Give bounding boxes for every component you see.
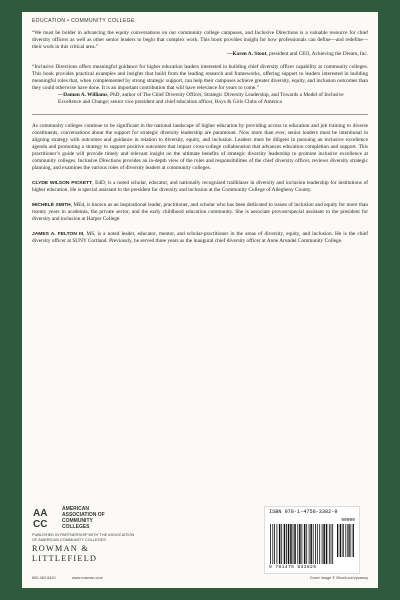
cover-image-credit: Cover image © iStock.com/prawny	[309, 576, 368, 580]
publisher-logo	[32, 544, 97, 563]
author-bio-text-2: , MEd, is known as an inspirational leader, practitioner, and scholar who has been dedicated to issues of inclusion and equity for more than twenty years in academia, the private sector, and the early childhood education community. She is associate provost/special assistant to the president for diversity and inclusion at Harper College.	[32, 202, 368, 222]
quote-2-author: —Damon A. Williams	[58, 92, 108, 98]
barcode-bar	[286, 524, 287, 564]
author-name-2: MICHELÉ SMITH	[32, 203, 71, 208]
quote-2-author-title: , PhD, author of The Chief Diversity Officer, Strategic Diversity Leadership, and Towards a Model of Inclusive Excellence and Change; senior vice president and chief education officer, Boys & Girls Clubs of America	[58, 92, 344, 105]
barcode-bar	[270, 524, 271, 564]
price-barcode-bar	[351, 524, 352, 557]
book-description: As community colleges continue to be significant in the national landscape of higher education by providing access to education and job training to diverse constituents, conversations about the support for strategic diversity leadership are paramount. Now more than ever, senior leaders must be intentional in aligning strategy with outcomes and guidance in relation to diversity, equity, and inclusion. Leaders must be diligent in pursuing an inclusive excellence agenda and promoting a strategy to support positive outcomes that impact cross-college collaboration that advances education completion and support. This practitioner’s guide will provide timely and relevant insight on the ultimate benefits of strategic diversity leadership to promote inclusive excellence at community colleges. Inclusive Directions provides an in-depth view of the roles and responsibilities of the chief diversity officer, reviews diversity strategic planning, and examines the various roles of diversity leaders at community colleges.	[32, 123, 368, 171]
barcode-bar	[322, 524, 323, 564]
quote-1-author-title: , president and CEO, Achieving the Dream, Inc.	[266, 51, 368, 57]
barcode-bar	[329, 524, 330, 564]
barcode-bar	[309, 524, 310, 564]
price-barcode-bar	[337, 524, 338, 557]
barcode-bar	[306, 524, 307, 564]
barcode-bar	[281, 524, 282, 564]
barcode-bar	[313, 524, 314, 564]
price-barcode-bar	[345, 524, 346, 557]
barcode-bar	[319, 524, 320, 564]
back-cover	[22, 12, 378, 588]
price-barcode-bar	[340, 524, 341, 557]
barcode-bar	[272, 524, 273, 564]
price-code: 90000	[341, 518, 355, 523]
barcode-bar	[302, 524, 303, 564]
author-bio-2	[32, 202, 368, 223]
price-barcode-bar	[347, 524, 348, 557]
barcode-bar	[331, 524, 332, 564]
price-barcode-bar	[348, 524, 349, 557]
barcode-bar	[326, 524, 328, 564]
aacc-name-line-4: COLLEGES	[62, 523, 90, 530]
barcode-bar	[315, 524, 316, 564]
partnership-note	[32, 532, 192, 542]
barcode-bar	[279, 524, 281, 564]
svg-text:AA: AA	[33, 508, 48, 519]
svg-text:CC: CC	[33, 519, 48, 528]
author-bio-text-1: , EdD, is a noted scholar, educator, and nationally recognized trailblazer in diversity and inclusion leadership for institutions of higher education. He is special assistant to the president for diversity and inclusion at the Community College of Allegheny County.	[32, 180, 368, 193]
aacc-logo-icon	[32, 506, 58, 528]
isbn-text: ISBN 978-1-4758-3382-9	[269, 509, 338, 515]
cover-footer-area	[32, 506, 368, 584]
author-name-3: JAMES A. FELTON III	[32, 232, 84, 237]
barcode-bar	[304, 524, 306, 564]
author-bio-text-3: , MS, is a noted leader, educator, mentor, and scholar-practitioner in the areas of diversity, equity, and inclusion. He is the chief diversity officer at SUNY Cortland. Previously, he served three years as the inaugural chief diversity officer at Anne Arundel Community College.	[32, 231, 368, 244]
barcode-bar	[332, 524, 333, 564]
partnership-note-line-2: OF AMERICAN COMMUNITY COLLEGES	[32, 537, 106, 543]
author-bio-1	[32, 180, 368, 194]
barcode-bar	[310, 524, 312, 564]
publisher-website[interactable]: www.rowman.com	[72, 576, 103, 580]
aacc-name-line-3: COMMUNITY	[62, 517, 93, 524]
barcode-bar	[317, 524, 318, 564]
barcode-bar	[274, 524, 275, 564]
divider	[32, 114, 368, 115]
quote-2: “Inclusive Directions offers meaningful guidance for higher education leaders interested in building chief diversity officer capability at community colleges. This book provides practical examples and insights that build from the leading research and frameworks, offering support to leaders interested in building meaningful roles that, when complemented by strong strategic support, can help their campuses achieve greater diversity, equity, and inclusion outcomes than they could otherwise have done. It is an important contribution that will have relevance for years to come.”	[32, 64, 368, 91]
ean-number: 9 781475 833829	[269, 565, 317, 570]
partnership-note-line-1: PUBLISHED IN PARTNERSHIP WITH THE ASSOCIATION	[32, 532, 135, 537]
publisher-line-2: LITTLEFIELD	[32, 553, 98, 563]
quote-1-attribution	[32, 51, 368, 58]
barcode-bar	[288, 524, 290, 564]
barcode-bar	[293, 524, 294, 564]
barcode-bar	[297, 524, 298, 564]
barcode-bars	[265, 507, 359, 573]
category-label: EDUCATION • COMMUNITY COLLEGE	[32, 18, 135, 24]
barcode-bar	[294, 524, 296, 564]
isbn-barcode	[264, 506, 360, 574]
price-barcode-bar	[343, 524, 344, 557]
price-barcode-bar	[353, 524, 354, 557]
price-barcode-bar	[342, 524, 343, 557]
author-name-1: CLYDE WILSON PICKETT	[32, 181, 93, 186]
author-bio-3	[32, 231, 368, 245]
aacc-name	[62, 507, 105, 531]
publisher-line-1: ROWMAN &	[32, 544, 90, 553]
barcode-bar	[284, 524, 286, 564]
barcode-bar	[290, 524, 292, 564]
barcode-bar	[323, 524, 325, 564]
barcode-bar	[277, 524, 278, 564]
quote-1: “We must be bolder in advancing the equity conversations on our community college campuses, and Inclusive Directions is a valuable resource for chief diversity officers as well as other senior leaders to begin that complex work. This book provides insight for how professionals can define—and redefine—their work in this critical area.”	[32, 30, 368, 50]
barcode-bar	[299, 524, 301, 564]
quote-2-attribution	[32, 92, 368, 106]
quote-1-author: —Karen A. Stout	[227, 51, 267, 57]
aacc-name-line-2: ASSOCIATION OF	[62, 511, 105, 518]
publisher-phone: 800-462-6420	[32, 576, 56, 580]
aacc-name-line-1: AMERICAN	[62, 506, 89, 512]
